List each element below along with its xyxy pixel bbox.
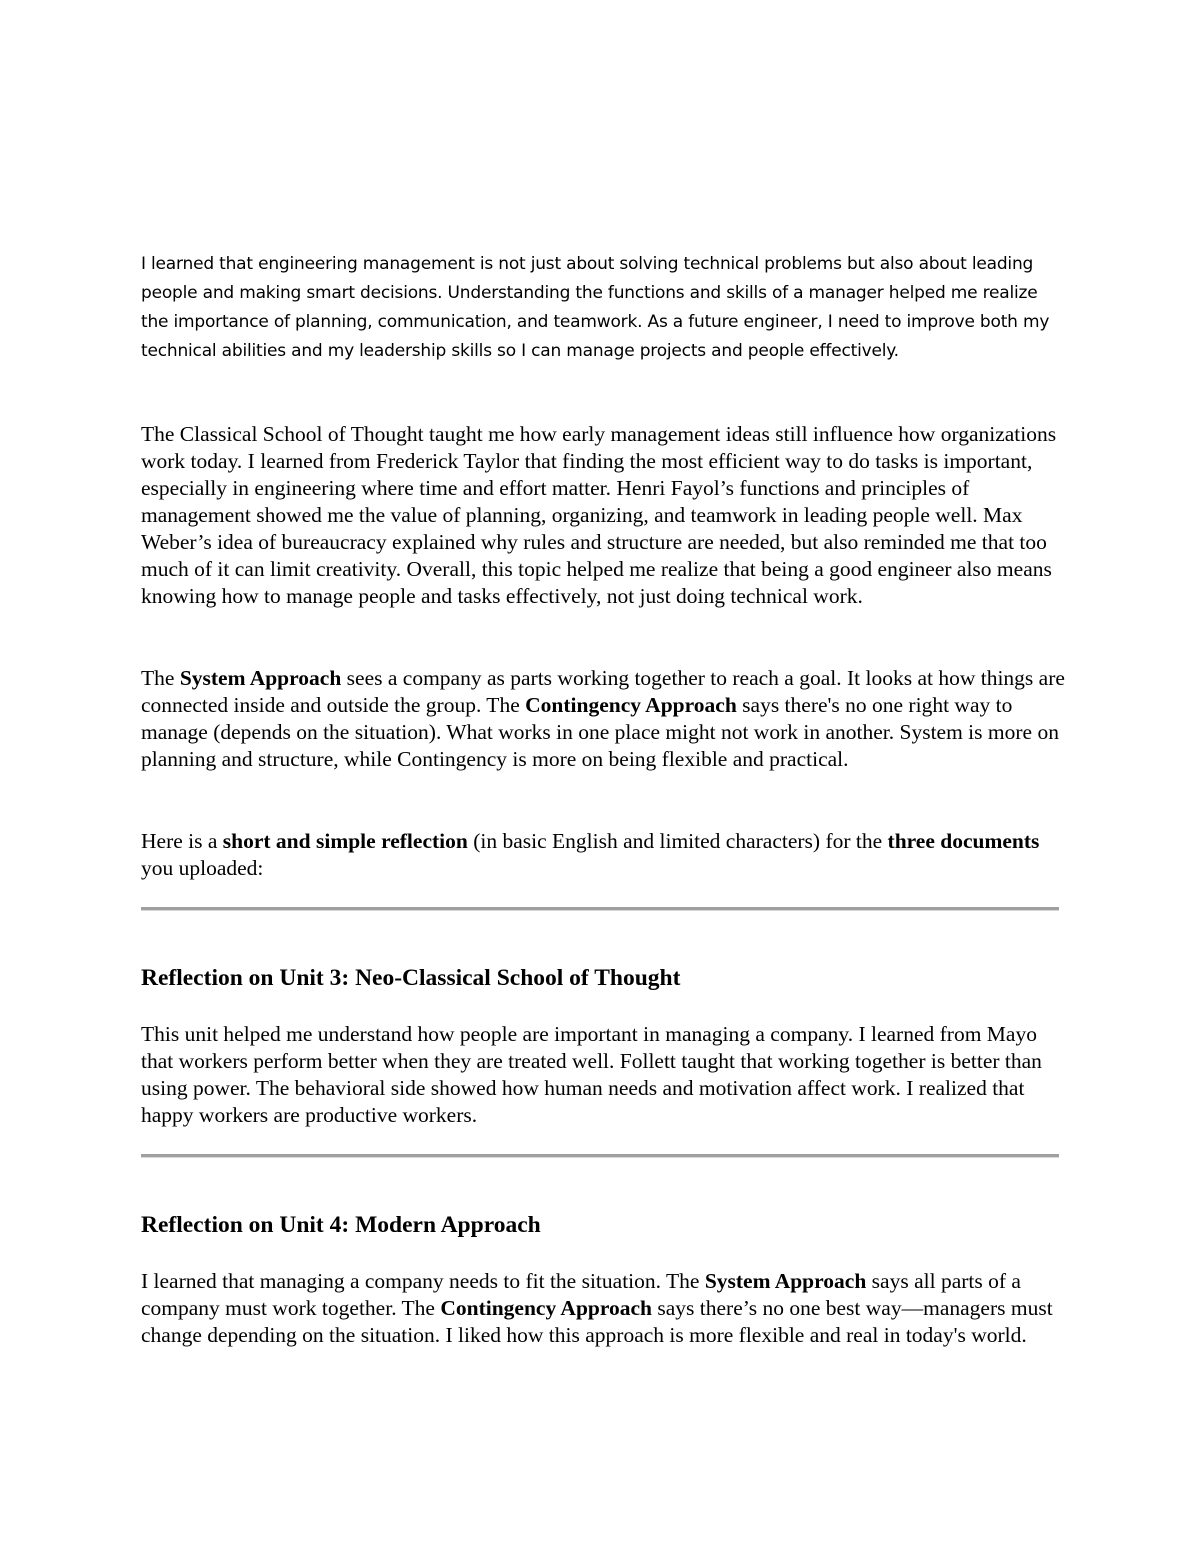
- text-run: sees a company as parts working together to reach a goal. It looks at how things are connected inside and outside the group. The: [141, 666, 1065, 717]
- text-run: you uploaded:: [141, 856, 264, 880]
- text-run: Here is a: [141, 829, 223, 853]
- short-reflection-term: short and simple reflection: [222, 829, 468, 853]
- text-run: The: [141, 666, 180, 690]
- contingency-approach-term: Contingency Approach: [440, 1296, 653, 1320]
- unit4-paragraph: [141, 1268, 1066, 1349]
- classical-school-paragraph: The Classical School of Thought taught me how early management ideas still influence how organizations work today. I learned from Frederick Taylor that finding the most efficient way to do tasks is important, especially in engineering where time and effort matter. Henri Fayol’s functions and principles of management showed me the value of planning, organizing, and teamwork in leading people well. Max Weber’s idea of bureaucracy explained why rules and structure are needed, but also reminded me that too much of it can limit creativity. Overall, this topic helped me realize that being a good engineer also means knowing how to manage people and tasks effectively, not just doing technical work.: [141, 422, 1057, 608]
- unit3-heading: Reflection on Unit 3: Neo-Classical School of Thought: [141, 965, 681, 991]
- horizontal-rule: [141, 907, 1059, 911]
- text-run: I learned that managing a company needs to fit the situation. The: [141, 1269, 705, 1293]
- three-documents-term: three documents: [887, 829, 1040, 853]
- text-run: says all parts of a company must work together. The: [141, 1269, 1021, 1320]
- unit3-paragraph: This unit helped me understand how people are important in managing a company. I learned from Mayo that workers perform better when they are treated well. Follett taught that working together is better than using power. The behavioral side showed how human needs and motivation affect work. I realized that happy workers are productive workers.: [141, 1022, 1042, 1127]
- system-approach-term: System Approach: [704, 1269, 867, 1293]
- text-run: says there's no one right way to manage (depends on the situation). What works in one place might not work in another. System is more on planning and structure, while Contingency is more on being flexible and practical.: [141, 693, 1059, 771]
- text-run: (in basic English and limited characters) for the: [467, 829, 888, 853]
- system-contingency-paragraph: [141, 665, 1066, 773]
- contingency-approach-term: Contingency Approach: [525, 693, 737, 717]
- text-run: says there’s no one best way—managers must change depending on the situation. I liked how this approach is more flexible and real in today's world.: [141, 1296, 1053, 1347]
- horizontal-rule: [141, 1154, 1059, 1158]
- reflection-intro-paragraph: [141, 828, 1066, 882]
- unit4-heading: Reflection on Unit 4: Modern Approach: [141, 1212, 541, 1238]
- system-approach-term: System Approach: [179, 666, 342, 690]
- intro-paragraph: I learned that engineering management is not just about solving technical problems but also about leading people and making smart decisions. Understanding the functions and skills of a manager helped me realize the importance of planning, communication, and teamwork. As a future engineer, I need to improve both my technical abilities and my leadership skills so I can manage projects and people effectively.: [141, 254, 1050, 361]
